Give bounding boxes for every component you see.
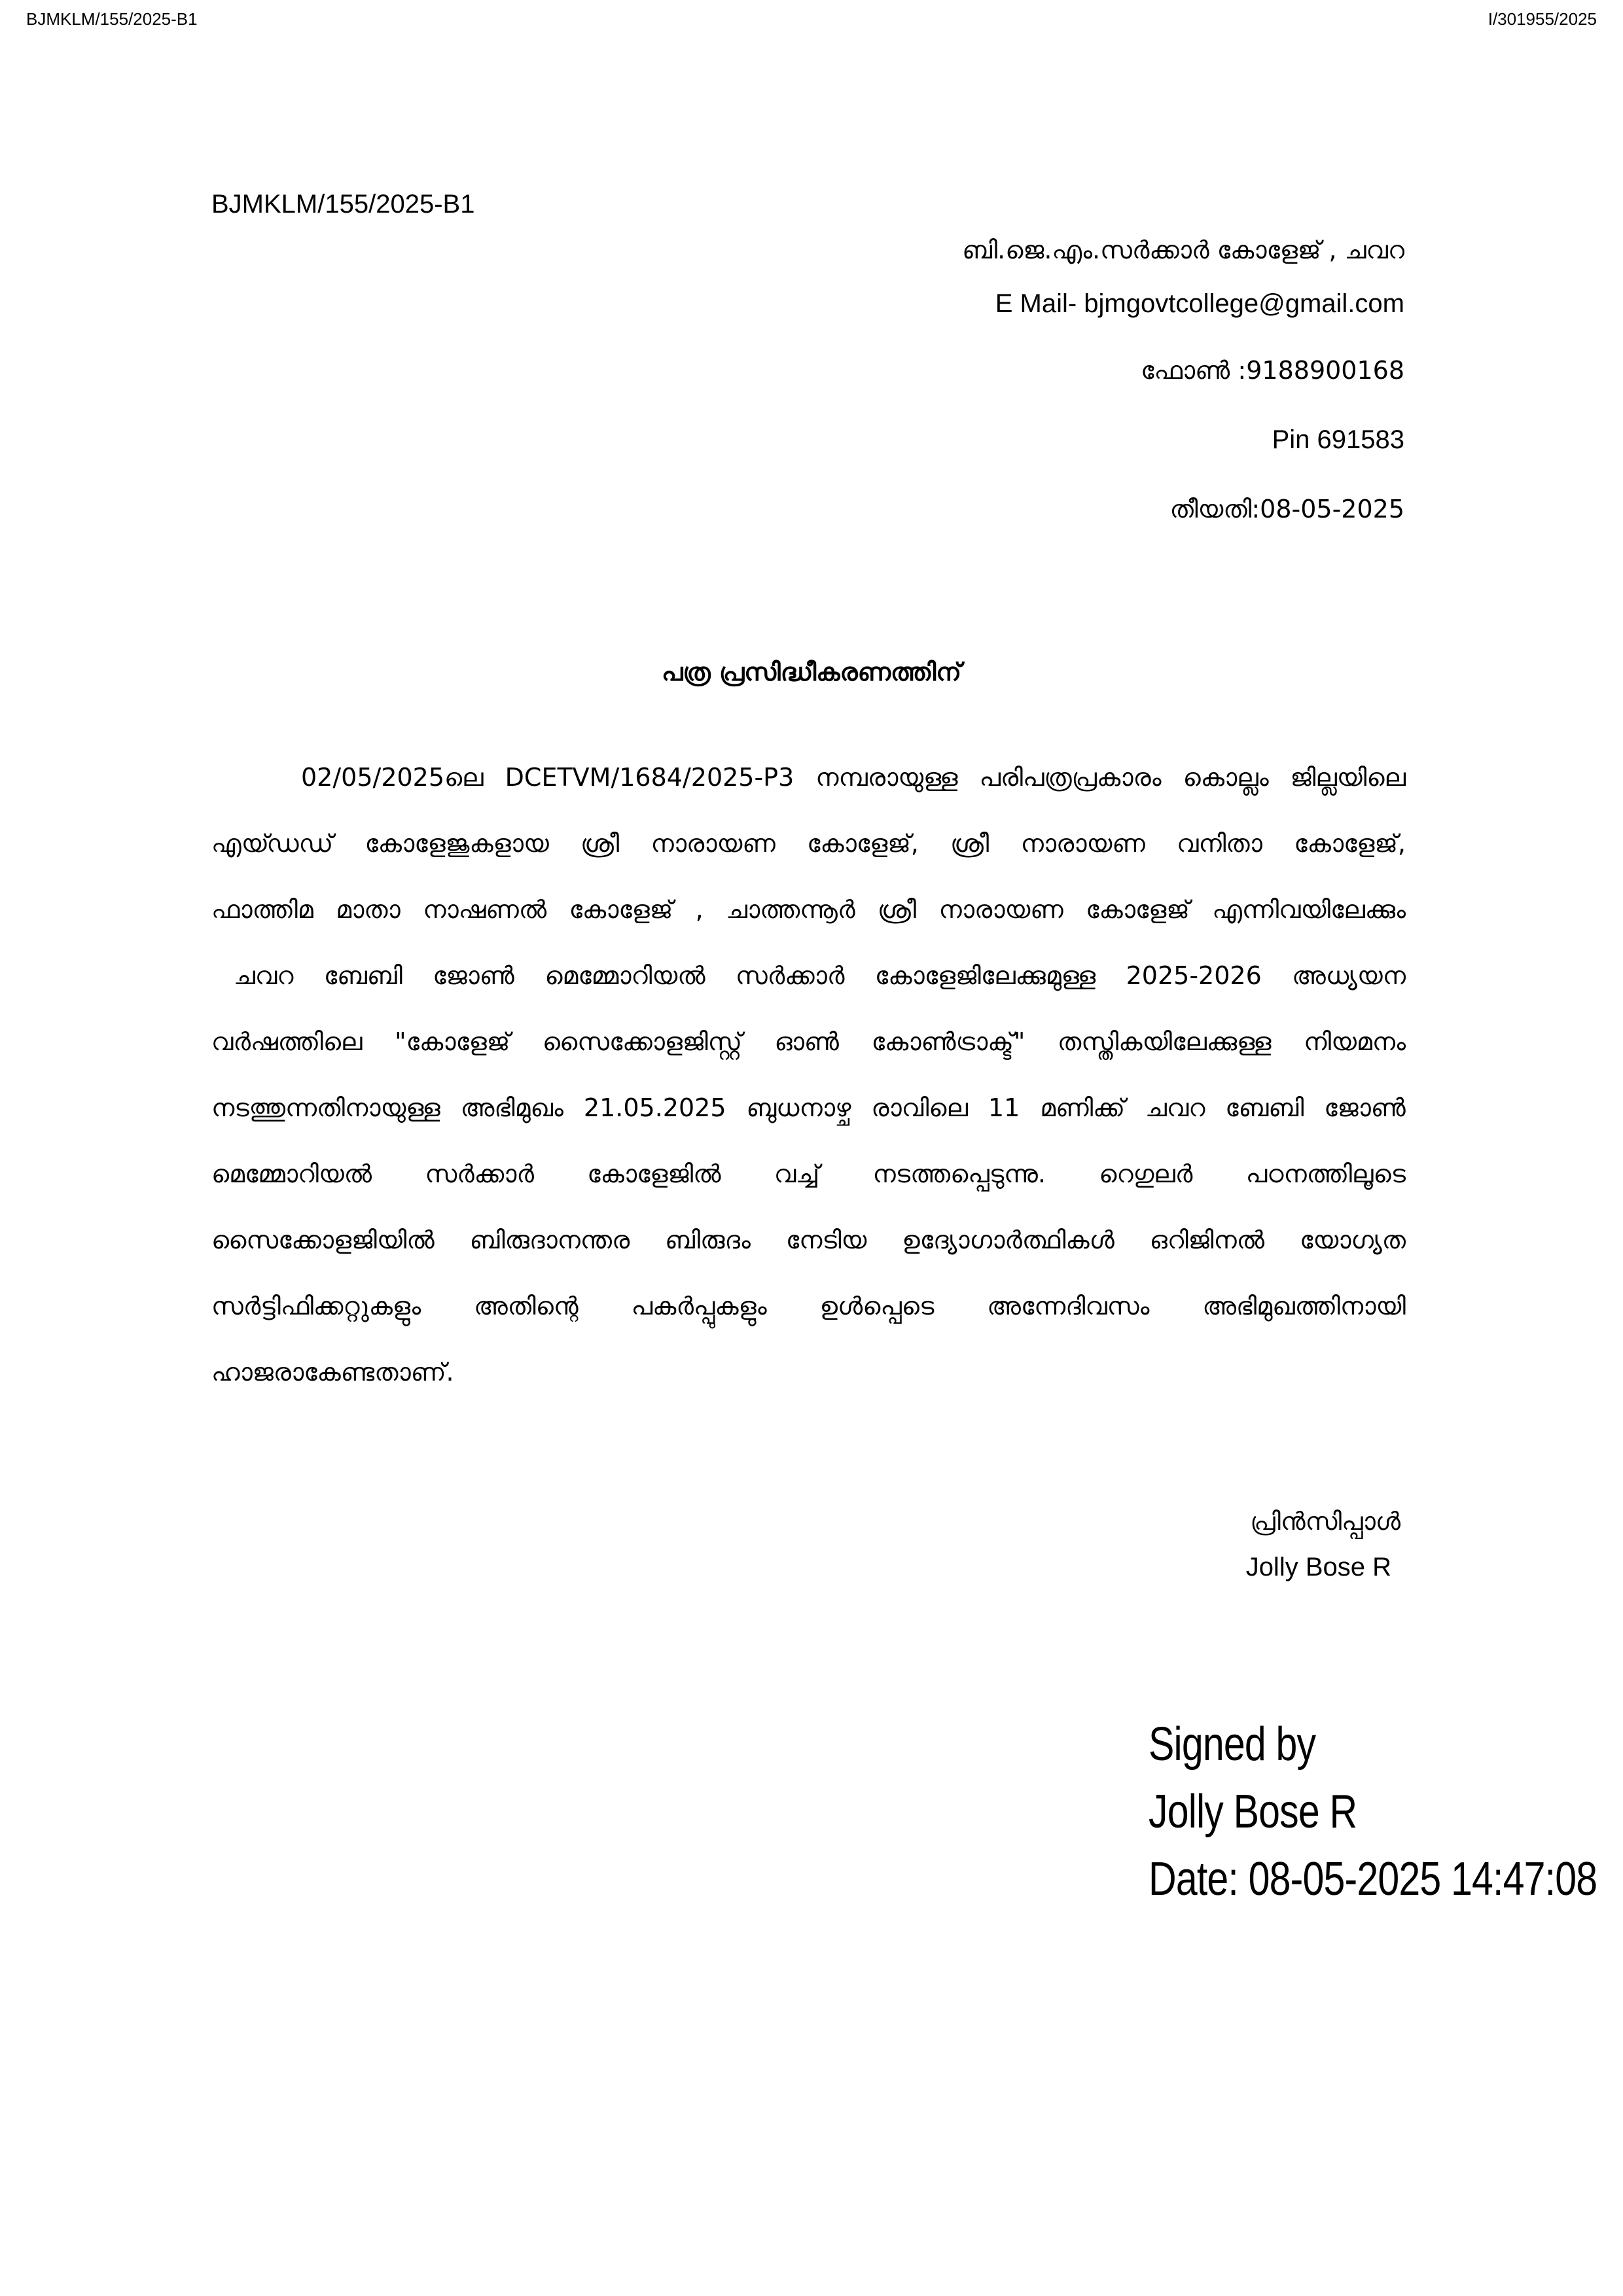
email-line: E Mail- bjmgovtcollege@gmail.com	[995, 289, 1404, 318]
body-line: എയ്ഡഡ് കോളേജുകളായ ശ്രീ നാരായണ കോളേജ്, ശ്രീ നാരായണ വനിതാ കോളേജ്,	[211, 829, 1406, 858]
body-line: സൈക്കോളജിയിൽ ബിരുദാനന്തര ബിരുദം നേടിയ ഉദ്യോഗാർത്ഥികൾ ഒറിജിനൽ യോഗ്യത	[211, 1226, 1406, 1254]
header-inward-number: I/301955/2025	[1488, 9, 1597, 29]
header-file-number: BJMKLM/155/2025-B1	[26, 9, 198, 29]
phone-line: ഫോൺ :9188900168	[1141, 356, 1404, 385]
body-line: ഫാത്തിമ മാതാ നാഷണൽ കോളേജ് , ചാത്തന്നൂർ ശ്രീ നാരായണ കോളേജ് എന്നിവയിലേക്കും	[211, 895, 1406, 924]
digital-signature-stamp	[1149, 1711, 1597, 1913]
body-line: ഹാജരാകേണ്ടതാണ്.	[211, 1358, 454, 1386]
signature-date: Date: 08-05-2025 14:47:08	[1149, 1853, 1597, 1905]
document-heading: പത്ര പ്രസിദ്ധീകരണത്തിന്	[662, 658, 961, 686]
signer-name: Jolly Bose R	[1149, 1786, 1357, 1838]
body-line: മെമ്മോറിയൽ സർക്കാർ കോളേജിൽ വച്ച് നടത്തപ്പെടുന്നു. റെഗുലർ പഠനത്തിലൂടെ	[211, 1159, 1406, 1188]
page-header	[26, 9, 1597, 35]
body-line: നടത്തുന്നതിനായുള്ള അഭിമുഖം 21.05.2025 ബുധനാഴ്ച രാവിലെ 11 മണിക്ക് ചവറ ബേബി ജോൺ	[211, 1093, 1406, 1122]
body-line: 02/05/2025ലെ DCETVM/1684/2025-P3 നമ്പരായുള്ള പരിപത്രപ്രകാരം കൊല്ലം ജില്ലയിലെ	[301, 763, 1406, 792]
college-name: ബി.ജെ.എം.സർക്കാർ കോളേജ് , ചവറ	[962, 236, 1404, 264]
body-line: വർഷത്തിലെ "കോളേജ് സൈക്കോളജിസ്റ്റ് ഓൺ കോൺട്രാക്ട്" തസ്തികയിലേക്കുള്ള നിയമനം	[211, 1027, 1406, 1056]
date-line: തീയതി:08-05-2025	[1169, 495, 1404, 523]
pin-line: Pin 691583	[1272, 425, 1404, 454]
body-paragraph	[211, 745, 1406, 1405]
body-line: ചവറ ബേബി ജോൺ മെമ്മോറിയൽ സർക്കാർ കോളേജിലേക്കുമുള്ള 2025-2026 അധ്യയന	[234, 961, 1406, 990]
body-line: സർട്ടിഫിക്കറ്റുകളും അതിന്റെ പകർപ്പുകളും ഉൾപ്പെടെ അന്നേദിവസം അഭിമുഖത്തിനായി	[211, 1292, 1406, 1320]
signed-by-label: Signed by	[1149, 1718, 1316, 1771]
reference-number: BJMKLM/155/2025-B1	[211, 190, 475, 219]
signatory-name: Jolly Bose R	[1245, 1553, 1391, 1581]
signatory-title: പ്രിൻസിപ്പാൾ	[1250, 1507, 1400, 1536]
signatory-block	[1246, 1498, 1400, 1590]
